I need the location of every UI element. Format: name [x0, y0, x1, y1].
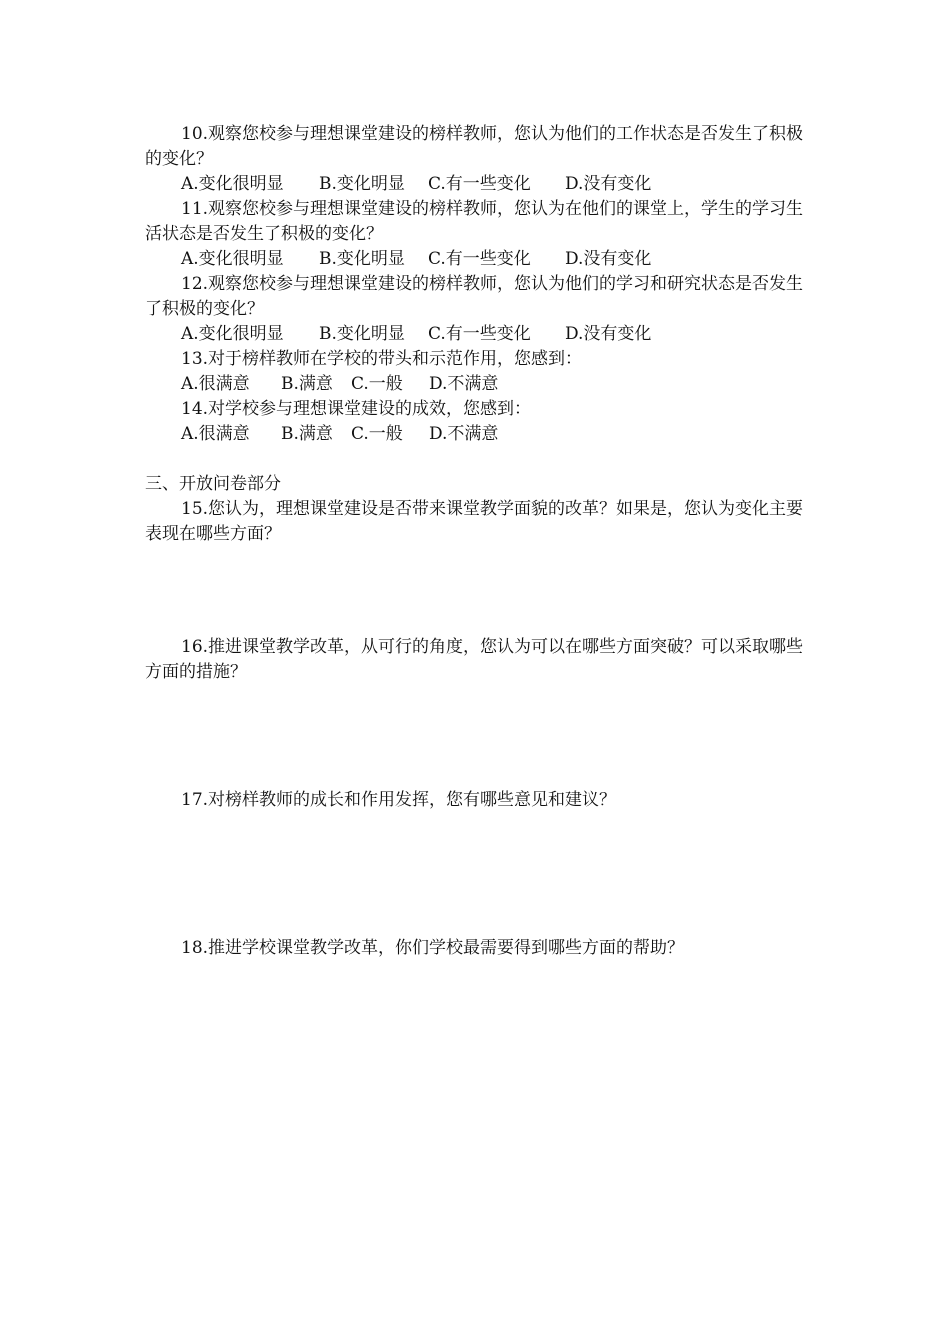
question-13: 13.对于榜样教师在学校的带头和示范作用，您感到：	[181, 349, 583, 369]
question-14: 14.对学校参与理想课堂建设的成效，您感到：	[181, 399, 532, 419]
option-c[interactable]: C.有一些变化	[428, 249, 531, 269]
option-b[interactable]: B.变化明显	[319, 174, 405, 194]
option-a[interactable]: A.变化很明显	[181, 324, 284, 344]
answer-space-15[interactable]	[145, 547, 817, 635]
option-d[interactable]: D.没有变化	[565, 249, 652, 269]
answer-space-17[interactable]	[145, 813, 817, 936]
option-d[interactable]: D.不满意	[429, 424, 499, 444]
options-10	[145, 172, 817, 197]
open-question-17: 17.对榜样教师的成长和作用发挥，您有哪些意见和建议？	[181, 790, 617, 810]
option-c[interactable]: C.一般	[351, 424, 403, 444]
options-13	[145, 372, 817, 397]
open-question-16: 16.推进课堂教学改革，从可行的角度，您认为可以在哪些方面突破？可以采取哪些方面的措施？	[145, 637, 804, 682]
option-a[interactable]: A.很满意	[181, 374, 250, 394]
option-a[interactable]: A.变化很明显	[181, 174, 284, 194]
options-12	[145, 322, 817, 347]
answer-space-16[interactable]	[145, 685, 817, 788]
option-a[interactable]: A.变化很明显	[181, 249, 284, 269]
option-b[interactable]: B.变化明显	[319, 249, 405, 269]
options-11	[145, 247, 817, 272]
option-b[interactable]: B.满意	[281, 374, 333, 394]
question-12: 12.观察您校参与理想课堂建设的榜样教师，您认为他们的学习和研究状态是否发生了积极的变化？	[145, 274, 804, 319]
option-d[interactable]: D.不满意	[429, 374, 499, 394]
open-question-15: 15.您认为，理想课堂建设是否带来课堂教学面貌的改革？如果是，您认为变化主要表现在哪些方面？	[145, 499, 804, 544]
option-d[interactable]: D.没有变化	[565, 324, 652, 344]
option-b[interactable]: B.变化明显	[319, 324, 405, 344]
option-c[interactable]: C.一般	[351, 374, 403, 394]
option-d[interactable]: D.没有变化	[565, 174, 652, 194]
document-page	[145, 122, 817, 1084]
answer-space-18[interactable]	[145, 961, 817, 1084]
open-question-18: 18.推进学校课堂教学改革，你们学校最需要得到哪些方面的帮助？	[181, 938, 685, 958]
question-10: 10.观察您校参与理想课堂建设的榜样教师，您认为他们的工作状态是否发生了积极的变化？	[145, 124, 804, 169]
options-14	[145, 422, 817, 447]
option-b[interactable]: B.满意	[281, 424, 333, 444]
option-a[interactable]: A.很满意	[181, 424, 250, 444]
section-title: 三、开放问卷部分	[145, 474, 281, 494]
question-11: 11.观察您校参与理想课堂建设的榜样教师，您认为在他们的课堂上，学生的学习生活状态是否发生了积极的变化？	[145, 199, 804, 244]
option-c[interactable]: C.有一些变化	[428, 174, 531, 194]
option-c[interactable]: C.有一些变化	[428, 324, 531, 344]
